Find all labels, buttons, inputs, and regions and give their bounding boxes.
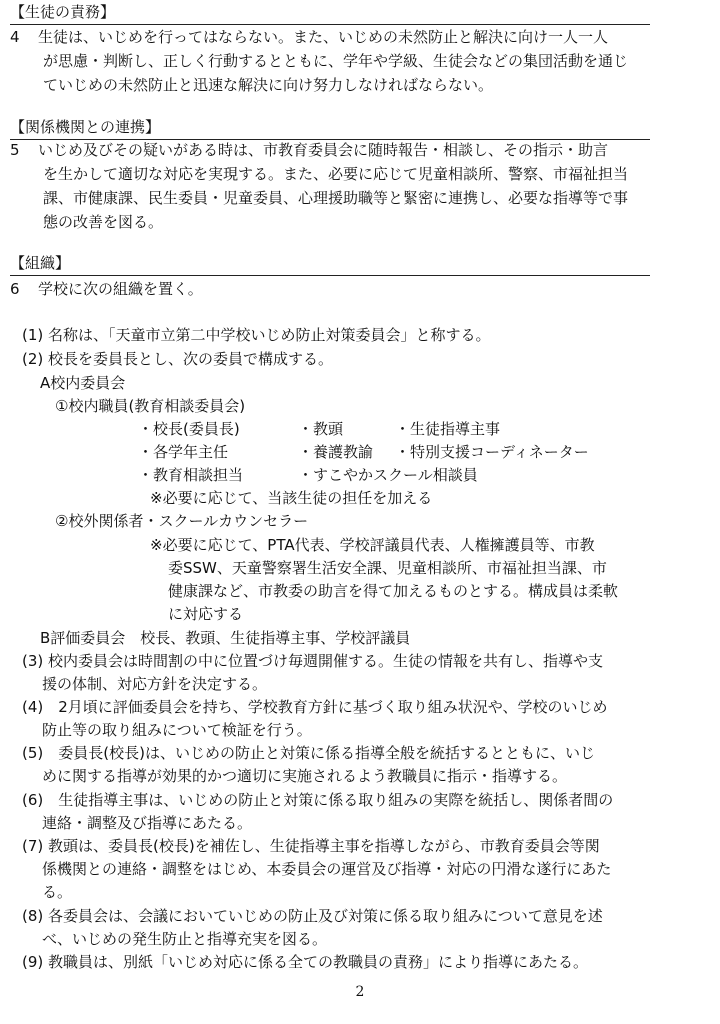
paragraph-line: が思慮・判断し、正しく行動するとともに、学年や学級、生徒会などの集団活動を通じ [43,52,629,70]
member-guidance-chief: ・生徒指導主事 [395,420,501,438]
org-item-2: (2) 校長を委員長とし、次の委員で構成する。 [22,350,334,368]
paragraph-number: 5 [10,141,20,159]
paragraph-line: 学校に次の組織を置く。 [38,280,203,298]
member-note: ※必要に応じて、当該生徒の担任を加える [150,489,433,507]
org-item-6-line: 連絡・調整及び指導にあたる。 [42,814,253,832]
paragraph-line: いじめ及びその疑いがある時は、市教育委員会に随時報告・相談し、その指示・助言 [38,141,609,159]
paragraph-line: 生徒は、いじめを行ってはならない。また、いじめの未然防止と解決に向け一人一人 [38,28,609,46]
section-heading-student: 【生徒の責務】 [10,2,650,25]
member-grade-heads: ・各学年主任 [138,443,229,461]
org-item-5-line: (5) 委員長(校長)は、いじめの防止と対策に係る指導全般を統括するとともに、いじ [22,744,595,762]
internal-staff-label: ①校内職員(教育相談委員会) [55,397,246,415]
external-note-line: ※必要に応じて、PTA代表、学校評議員代表、人権擁護員等、市教 [150,536,595,554]
org-item-4-line: 防止等の取り組みについて検証を行う。 [42,721,312,739]
paragraph-agencies [10,138,653,234]
org-item-3-line: 援の体制、対応方針を決定する。 [42,675,268,693]
paragraph-organization [10,277,653,301]
external-note-line: に対応する [168,605,244,623]
member-special-support-coordinator: ・特別支援コーディネーター [395,443,589,461]
committee-b: B評価委員会 校長、教頭、生徒指導主事、学校評議員 [40,629,411,647]
external-members-label: ②校外関係者・スクールカウンセラー [55,512,309,530]
committee-a-label: A校内委員会 [40,374,126,392]
paragraph-line: を生かして適切な対応を実現する。また、必要に応じて児童相談所、警察、市福祉担当 [43,165,629,183]
member-counseling-staff: ・教育相談担当 [138,466,244,484]
paragraph-student [10,25,653,97]
member-vice-principal: ・教頭 [298,420,344,438]
org-item-7-line: (7) 教頭は、委員長(校長)を補佐し、生徒指導主事を指導しながら、市教育委員会等関 [22,837,600,855]
paragraph-line: 課、市健康課、民生委員・児童委員、心理援助職等と緊密に連携し、必要な指導等で事 [43,189,629,207]
org-item-4-line: (4) 2月頃に評価委員会を持ち、学校教育方針に基づく取り組み状況や、学校のいじめ [22,698,608,716]
paragraph-number: 6 [10,280,20,298]
section-heading-organization: 【組織】 [10,253,650,276]
member-principal: ・校長(委員長) [138,420,240,438]
page-number: 2 [355,984,365,1000]
org-item-9: (9) 教職員は、別紙「いじめ対応に係る全ての教職員の責務」により指導にあたる。 [22,953,589,971]
paragraph-line: 態の改善を図る。 [43,213,164,231]
paragraph-number: 4 [10,28,20,46]
org-item-8-line: (8) 各委員会は、会議においていじめの防止及び対策に係る取り組みについて意見を述 [22,907,603,925]
member-school-nurse: ・養護教諭 [298,443,374,461]
org-item-5-line: めに関する指導が効果的かつ適切に実施されるよう教職員に指示・指導する。 [42,767,568,785]
paragraph-line: ていじめの未然防止と迅速な解決に向け努力しなければならない。 [43,76,494,94]
external-note-line: 委SSW、天童警察署生活安全課、児童相談所、市福祉担当課、市 [168,559,607,577]
section-heading-agencies: 【関係機関との連携】 [10,117,650,140]
org-item-3-line: (3) 校内委員会は時間割の中に位置づけ毎週開催する。生徒の情報を共有し、指導や支 [22,652,604,670]
org-item-1: (1) 名称は、「天童市立第二中学校いじめ防止対策委員会」と称する。 [22,326,491,344]
org-item-8-line: べ、いじめの発生防止と指導充実を図る。 [42,930,328,948]
org-item-6-line: (6) 生徒指導主事は、いじめの防止と対策に係る取り組みの実際を統括し、関係者間の [22,791,614,809]
external-note-line: 健康課など、市教委の助言を得て加えるものとする。構成員は柔軟 [168,582,619,600]
org-item-7-line: る。 [42,883,73,901]
org-item-7-line: 係機関との連絡・調整をはじめ、本委員会の運営及び指導・対応の円滑な遂行にあた [42,860,612,878]
member-school-counselor: ・すこやかスクール相談員 [298,466,478,484]
